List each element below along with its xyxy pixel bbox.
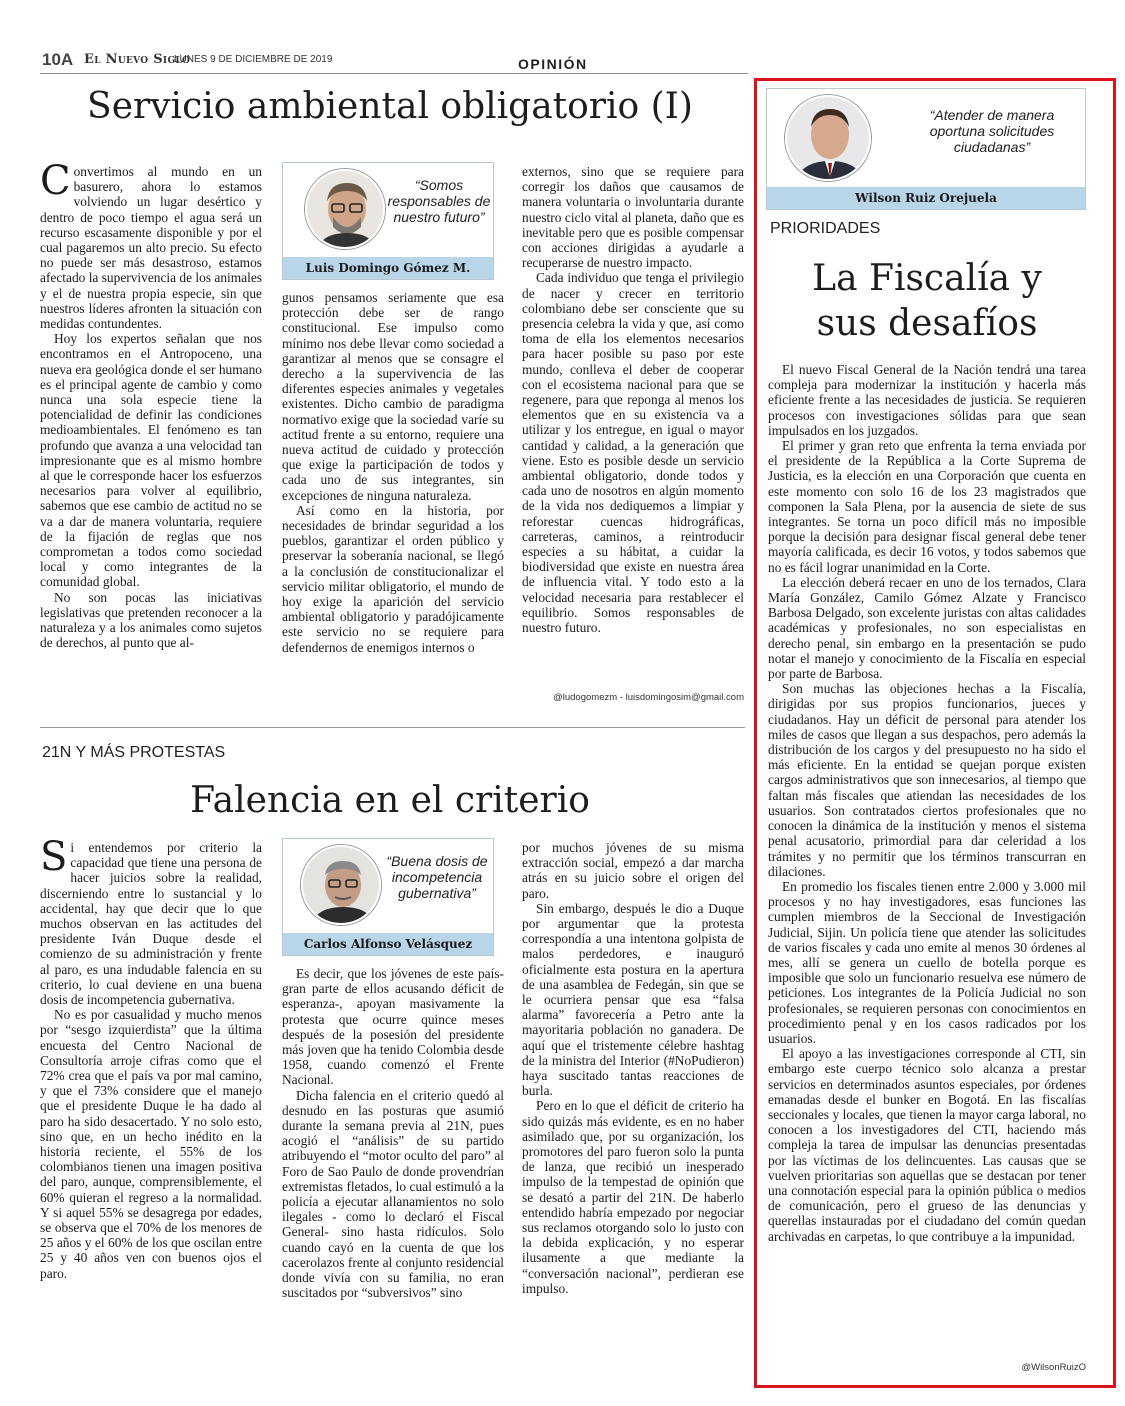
article3-paragraph: En promedio los fiscales tienen entre 2.000 y 3.000 mil procesos y no hay investigadores, esas funciones las cumplen miembros de la Seccional de Investigación Judicial, Sijin. Un policía tiene que atender las solicitudes de varios fiscales y cada uno emite al menos 30 órdenes al mes, allí se genera un cuello de botella porque es imposible que solo un funcionario resuelva ese número de peticiones. Los integrantes de la Policía Judicial no son profesionales, se requieren personas con conocimientos en procedimiento penal y en los casos radicados por los usuarios. (768, 878, 1086, 1046)
author-portrait-carlos (301, 845, 381, 925)
article2-dropcap: S (40, 840, 68, 880)
article3-author-box (766, 88, 1086, 210)
article1-paragraph: externos, sino que se requiere para corregir los daños que causamos de manera voluntaria o involuntaria durante nuestro ciclo vital al planeta, daño que es inevitable pero que es posible compensar con acciones dirigidas a ayudarle a recuperarse de nuestro impacto. (522, 164, 744, 271)
article2-column-1 (40, 840, 262, 1360)
article3-title (762, 256, 1092, 346)
article3-paragraph: El primer y gran reto que enfrenta la terna enviada por el presidente de la República a la Corte Suprema de Justicia, es la elección en una Corporación que cuenta en este momento con solo 16 de los 23 magistrados que componen la Sala Plena, por la ausencia de siete de sus integrantes. Se torna un poco difícil más no imposible porque la decisión para designar fiscal general debe tener mayoría calificada, es decir 16 votos, y todos sabemos que no es fácil lograr unanimidad en la Corte. (768, 438, 1086, 575)
article3-pull-quote: “Atender de manera oportuna solicitudes ciudadanas” (929, 107, 1055, 155)
article2-paragraph: por muchos jóvenes de su misma extracción social, empezó a dar marcha atrás en su juicio sobre el origen del paro. (522, 840, 744, 901)
article1-paragraph: Así como en la historia, por necesidades de brindar seguridad a los pueblos, garantizar el orden público y preservar la soberanía nacional, se llegó a la conclusión de constitucionalizar el servicio militar obligatorio, el mundo de hoy exige la aparición del servicio ambiental obligatorio y paradójicamente este servicio no se requiere para defendernos de enemigos internos o (282, 502, 504, 655)
article1-paragraph: Hoy los expertos señalan que nos encontramos en el Antropoceno, una nueva era geológica donde el ser humano es el principal agente de cambio y como nunca una sola especie tiene la potencialidad de definir las condiciones medioambientales. El fenómeno es tan profundo que avanza a una velocidad tan impresionante que es al mismo hombre al que le corresponde hacer los esfuerzos necesarios para volver al equilibrio, sabemos que ese cambio de actitud no se va a dar de manera voluntaria, requiere de la fijación de reglas que nos comprometan a todos como sociedad local y como integrantes de la comunidad global. (40, 331, 262, 590)
article1-author-name: Luis Domingo Gómez M. (283, 257, 493, 279)
article2-title: Falencia en el criterio (190, 780, 590, 821)
article3-paragraph: La elección deberá recaer en uno de los ternados, Clara María González, Camilo Gómez Alzate y Francisco Barbosa Delgado, son excelente juristas con altas calidades académicas y profesionales, no son especialistas en derecho penal, sin embargo en la presentación se pudo notar el manejo y conocimiento de la Fiscalía en especial por parte de Barbosa. (768, 574, 1086, 682)
author-portrait-luis (305, 169, 385, 249)
article3-kicker: PRIORIDADES (770, 220, 881, 237)
article3-paragraph: Son muchas las objeciones hechas a la Fiscalía, dirigidas por sus propios funcionarios, jueces y ciudadanos. Hay un déficit de personal para atender los miles de casos que llegan a sus despachos, pero además la distribución de los cargos y del presupuesto no ha sido el más eficiente. En la entidad se quejan porque existen cargos administrativos que son innecesarios, al tiempo que faltan más fiscales que atiendan las necesidades de los usuarios. Son contratados ciertos profesionales que no conocen la dinámica de la institución y menos el sistema penal acusatorio, primordial para dar celeridad a los trámites y no permitir que los términos transcurran en dilaciones. (768, 681, 1086, 879)
article3-paragraph: El apoyo a las investigaciones corresponde al CTI, sin embargo este cuerpo técnico solo alcanza a prestar servicios en determinados asuntos especiales, por órdenes emanadas desde el bunker en Bogotá. En las fiscalías seccionales y locales, que tienen la mayor carga laboral, no conocen a los investigadores del CTI, haciendo más compleja la tarea de impulsar las denuncias presentadas por las víctimas de los delincuentes. Las causas que se vuelven prioritarias son aquellas que se destacan por tener una connotación especial para la opinión pública o medios de comunicación, pero el grueso de las denuncias y querellas instauradas por el ciudadano del común quedan archivadas en carpetas, lo que contribuye a la impunidad. (768, 1046, 1086, 1244)
article1-column-2 (282, 290, 504, 710)
newspaper-name: El Nuevo Siglo (84, 52, 191, 67)
article1-column-1 (40, 164, 262, 724)
article2-paragraph: Es decir, que los jóvenes de este país- gran parte de ellos acusando déficit de esperanza-, apoyan masivamente la protesta que ocurre quince meses después de la posesión del presidente más joven que ha tenido Colombia desde 1958, cuando comenzó el Frente Nacional. (282, 966, 504, 1088)
article1-paragraph: onvertimos al mundo en un basurero, ahora lo estamos volviendo un lugar desértico y dentro de poco tiempo el agua será un recurso escasamente disponible y por el cual pagaremos un alto precio. Su efecto no puede ser más desastroso, estamos afectado la supervivencia de los animales y el de nuestra propia especie, sin que nuestros líderes afronten la situación con medidas contundentes. (40, 164, 262, 332)
article3-title-line1: La Fiscalía y (812, 258, 1042, 299)
article2-author-box (282, 838, 494, 956)
article1-paragraph: No son pocas las iniciativas legislativas que pretenden reconocer a la naturaleza y a los animales como sujetos de derechos, al punto que al- (40, 589, 262, 651)
author-portrait-wilson (785, 95, 871, 181)
article1-signature: @ludogomezm - luisdomingosim@gmail.com (553, 692, 744, 703)
article3-paragraph: El nuevo Fiscal General de la Nación tendrá una tarea compleja para modernizar la institución y hacerla más eficiente frente a las necesidades de justicia. Se requieren procesos con investigaciones sólidas para que sean impulsados en los juzgados. (768, 362, 1086, 438)
article2-paragraph: Dicha falencia en el criterio quedó al desnudo en las posturas que asumió durante la semana previa al 21N, pues acogió el “análisis” de su partido atribuyendo el “motor oculto del paro” al Foro de Sao Paulo de donde provendrían extremistas fletados, lo cual estimuló a la policía a ejecutar allanamientos no solo ilegales - como lo declaró el Fiscal General- sino hasta ridículos. Solo cuando cayó en la cuenta de que los cacerolazos frente al conjunto residencial donde vivía con su familia, no eran suscitados por “subversivos” sino (282, 1087, 504, 1301)
article2-paragraph: Sin embargo, después le dio a Duque por argumentar que la protesta correspondía a una intentona golpista de malos perdedores, e inauguró oficialmente esta postura en la apertura de una asamblea de Fedegán, sin que se le ocurriera pensar que esa “falsa alarma” favorecería a Petro ante la mayoritaria población no ganadera. De aquí que el tristemente célebre hashtag de la ministra del Interior (#NoPudieron) haya suscitado tantas reacciones de burla. (522, 900, 744, 1099)
article2-pull-quote: “Buena dosis de incompetencia gubernativa” (386, 853, 488, 901)
article1-dropcap: C (40, 164, 71, 204)
issue-date: LUNES 9 DE DICIEMBRE DE 2019 (174, 54, 333, 65)
article1-title: Servicio ambiental obligatorio (I) (87, 86, 693, 127)
article1-author-box (282, 162, 494, 280)
page-number: 10A (42, 50, 74, 69)
article2-author-name: Carlos Alfonso Velásquez (283, 933, 493, 955)
article2-kicker: 21N Y MÁS PROTESTAS (42, 744, 226, 761)
article1-paragraph: gunos pensamos seriamente que esa protección debe ser de rango constitucional. Ese impulso como mínimo nos debe llevar como sociedad a garantizar al menos que se consagre el derecho a la supervivencia de las diferentes especies animales y vegetales existentes. Dicho cambio de paradigma normativo exige que la sociedad varíe su actitud frente a su entorno, requiere una nueva actitud de cuidado y protección que exige la participación de todos y cada uno de sus integrantes, sin excepciones de ninguna naturaleza. (282, 290, 504, 503)
article2-column-2 (282, 966, 504, 1362)
article2-column-3 (522, 840, 744, 1360)
article1-pull-quote: “Somos responsables de nuestro futuro” (387, 177, 491, 225)
article2-paragraph: No es por casualidad y mucho menos por “sesgo izquierdista” que la última encuesta del Centro Nacional de Consultoría arroje cifras como que el 72% crea que el país va por mal camino, y que el 73% considere que el manejo que el presidente Duque le ha dado al paro ha sido desacertado. Y no solo esto, sino que, en un hecho inédito en la historia reciente, el 55% de los colombianos tienen una imagen positiva del paro, aunque, comprensiblemente, el 60% quieran el regreso a la normalidad. Y si aquel 55% se desagrega por edades, se observa que el 70% de los menores de 25 años y el 60% de los que oscilan entre 25 y 40 años ven con buenos ojos el paro. (40, 1007, 262, 1281)
section-title: OPINIÓN (518, 56, 588, 72)
article3-signature: @WilsonRuizO (1021, 1362, 1086, 1373)
article2-paragraph: Pero en lo que el déficit de criterio ha sido quizás más evidente, es en no haber asimilado que, por su organización, los promotores del paro fueron solo la punta de lanza, que recibió un inesperado impulso de la tempestad de opinión que se desató a partir del 21N. De haberlo entendido habría empezado por negociar sus reclamos otorgando solo lo justo con la debida explicación, y no esperar ilusamente a que mediante la “conversación nacional”, perdieran ese impulso. (522, 1098, 744, 1296)
section-divider (40, 727, 745, 728)
article2-paragraph: i entendemos por criterio la capacidad que tiene una persona de hacer juicios sobre la realidad, discerniendo entre lo sustancial y lo accidental, hay que decir que lo que muchos observan en las actitudes del presidente Iván Duque desde el comienzo de su administración y frente al paro, es una indudable falencia en su criterio, lo cual deviene en una buena dosis de incompetencia gubernativa. (40, 840, 262, 1008)
header-rule (40, 73, 748, 74)
article3-title-line2: sus desafíos (816, 303, 1038, 344)
article1-paragraph: Cada individuo que tenga el privilegio de nacer y crecer en territorio colombiano debe ser consciente que su presencia celebra la vida y que, así como toma de ella los elementos necesarios para hacer posible su paso por este mundo, conlleva el deber de cooperar con el ecosistema nacional para que se regenere, para que reponga al menos los elementos que en su existencia va a utilizar y los entregue, en igual o mayor cantidad y calidad, a la generación que viene. Esto es posible desde un servicio ambiental obligatorio, donde todos y cada uno de nosotros en algún momento de la vida nos dediquemos a limpiar y reforestar cuencas hidrográficas, carreteras, caminos, a reintroducir especies a su hábitat, a cuidar la biodiversidad que existe en nuestra área de influencia vital. Y todo esto a la velocidad necesaria para restablecer el equilibrio. Somos responsables de nuestro futuro. (522, 270, 744, 636)
article3-body (768, 362, 1086, 1244)
article1-column-3 (522, 164, 744, 688)
article3-author-name: Wilson Ruiz Orejuela (767, 187, 1085, 209)
